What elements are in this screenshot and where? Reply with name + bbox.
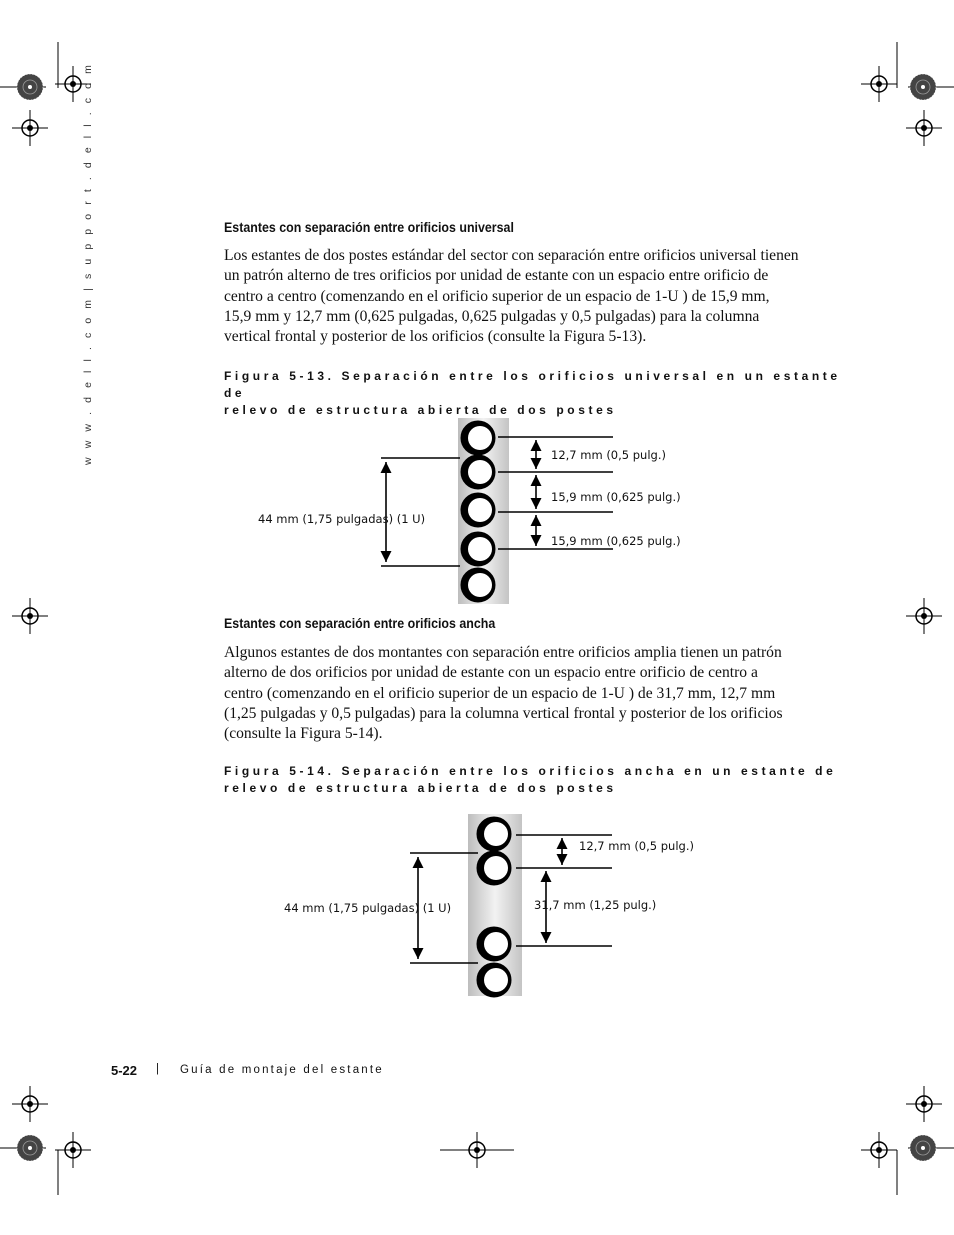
section-heading-wide: Estantes con separación entre orificios ancha [224, 616, 496, 631]
rack-hole [478, 852, 510, 884]
body-line: alterno de dos orificios por unidad de estante con un espacio entre orificio de centro a [224, 664, 758, 682]
caption-line: Figura 5-14. Separación entre los orificios ancha en un estante de [224, 764, 837, 778]
dimension-label: 31,7 mm (1,25 pulg.) [534, 898, 657, 912]
dimension-label: 15,9 mm (0,625 pulg.) [551, 534, 681, 548]
body-line: centro (comenzando en el orificio superior de un espacio de 1-U ) de 31,7 mm, 12,7 mm [224, 684, 776, 702]
footer-title: Guía de montaje del estante [180, 1064, 384, 1076]
body-line: Los estantes de dos postes estándar del sector con separación entre orificios universal tienen [224, 247, 799, 264]
body-line: (consulte la Figura 5-14). [224, 725, 383, 743]
sidebar-url: w w w . d e l l . c o m | s u p p o r t . d e l l . c o m [82, 62, 94, 465]
caption-line: Figura 5-13. Separación entre los orificios universal en un estante de [224, 369, 841, 400]
caption-line: relevo de estructura abierta de dos postes [224, 781, 617, 795]
dimension-label: 12,7 mm (0,5 pulg.) [551, 448, 666, 462]
rack-hole [478, 964, 510, 996]
body-line: (1,25 pulgadas y 0,5 pulgadas) para la columna vertical frontal y posterior de los orificios [224, 704, 783, 722]
rack-hole [478, 928, 510, 960]
footer-separator: | [156, 1063, 162, 1075]
section-heading-universal: Estantes con separación entre orificios universal [224, 220, 514, 235]
unit-label: 44 mm (1,75 pulgadas) (1 U) [258, 512, 426, 526]
unit-label: 44 mm (1,75 pulgadas) (1 U) [284, 901, 452, 915]
body-line: un patrón alterno de tres orificios por unidad de estante con un espacio entre orificio de [224, 267, 769, 285]
dimension-label: 12,7 mm (0,5 pulg.) [579, 839, 694, 853]
rack-hole [478, 818, 510, 850]
dimension-label: 15,9 mm (0,625 pulg.) [551, 490, 681, 504]
page-number: 5-22 [111, 1063, 138, 1078]
body-line: centro a centro (comenzando en el orificio superior de un espacio de 1-U ) de 15,9 mm, [224, 287, 770, 305]
body-line: vertical frontal y posterior de los orificios (consulte la Figura 5-13). [224, 328, 647, 346]
body-line: 15,9 mm y 12,7 mm (0,625 pulgadas, 0,625 pulgadas y 0,5 pulgadas) para la columna [224, 307, 760, 325]
body-line: Algunos estantes de dos montantes con separación entre orificios amplia tienen un patrón [224, 644, 782, 661]
caption-line: relevo de estructura abierta de dos postes [224, 403, 617, 417]
